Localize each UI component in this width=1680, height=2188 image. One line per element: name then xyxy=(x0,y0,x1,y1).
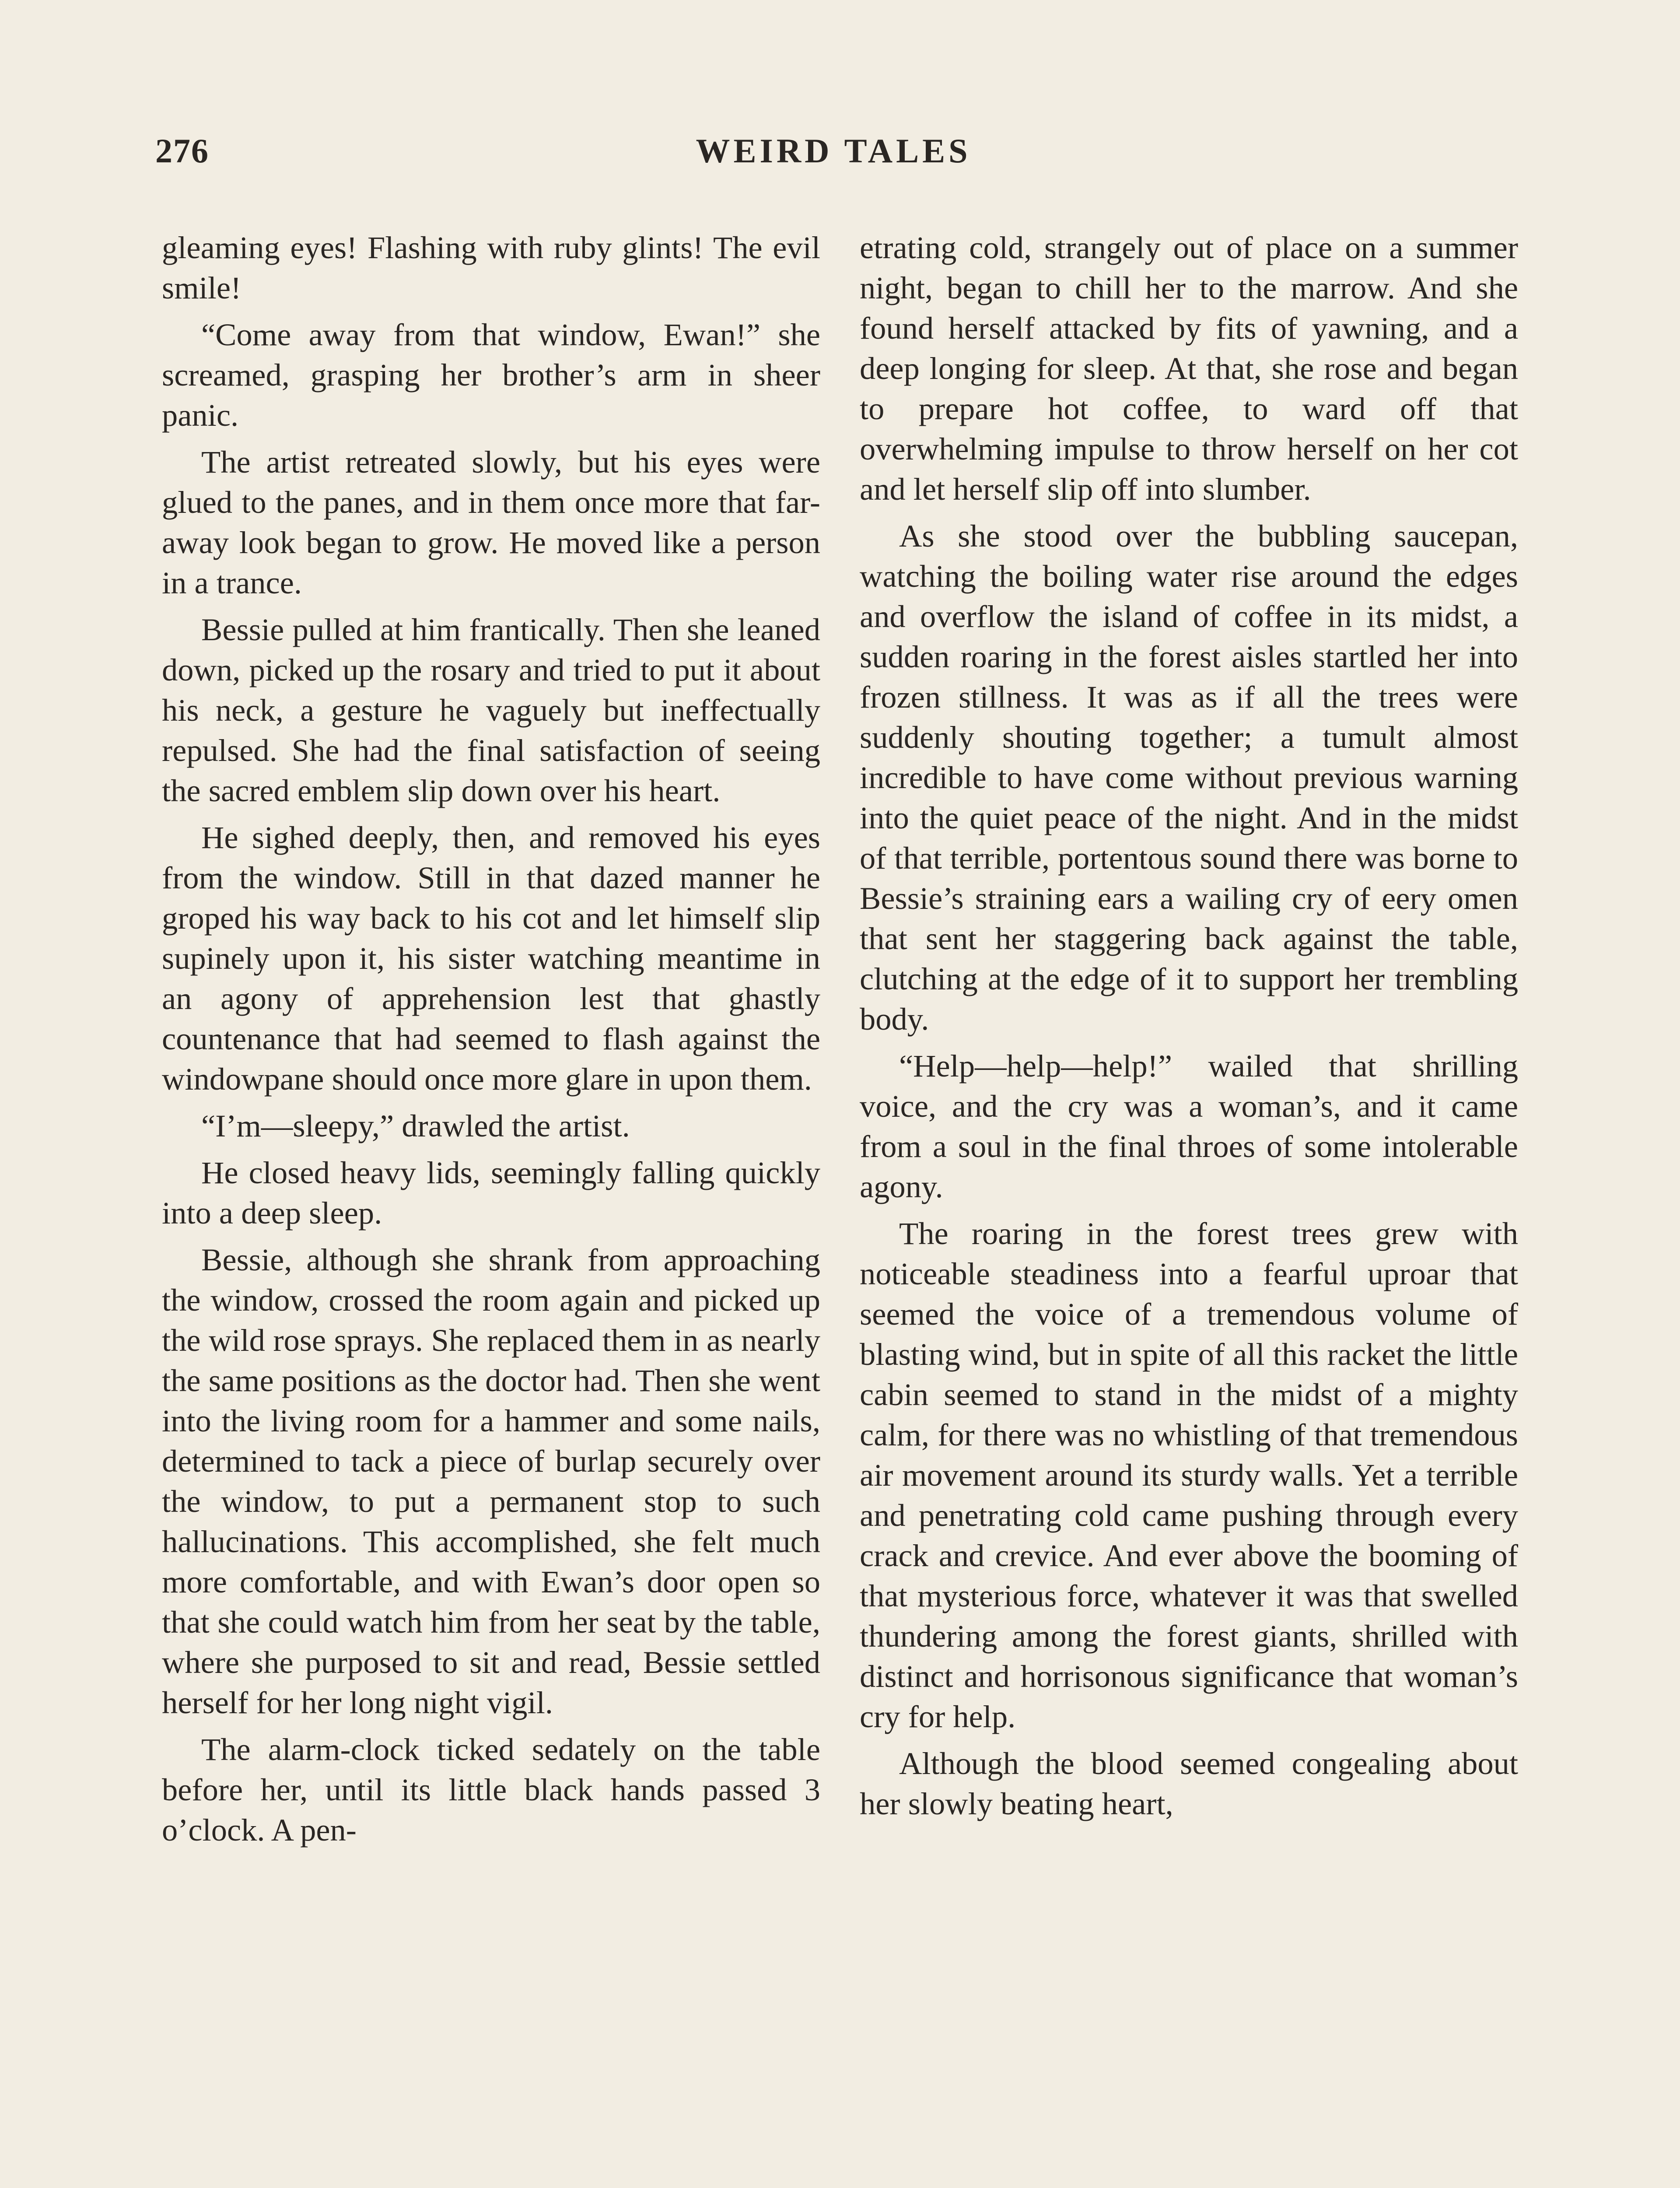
paragraph: As she stood over the bubbling saucepan, watching the boiling water rise around the edges and overflow the island of coffee in its midst, a sudden roaring in the forest aisles startled her into frozen stillness. It was as if all the trees were suddenly shouting together; a tumult almost incredible to have come without previous warning into the quiet peace of the night. And in the midst of that terrible, portentous sound there was borne to Bessie’s straining ears a wailing cry of eery omen that sent her staggering back against the table, clutching at the edge of it to support her trembling body. xyxy=(860,518,1518,1037)
paragraph: etrating cold, strangely out of place on a summer night, began to chill her to the marrow. And she found herself attacked by fits of yawning, and a deep longing for sleep. At that, she rose and began to prepare hot coffee, to ward off that overwhelming impulse to throw herself on her cot and let herself slip off into slumber. xyxy=(860,230,1518,507)
paragraph: Although the blood seemed congealing about her slowly beating heart, xyxy=(860,1746,1518,1821)
paragraph: Bessie, although she shrank from approaching the window, crossed the room again and picked up the wild rose sprays. She replaced them in as nearly the same positions as the doctor had. Then she went into the living room for a hammer and some nails, determined to tack a piece of burlap securely over the window, to put a permanent stop to such hallucinations. This accomplished, she felt much more comfortable, and with Ewan’s door open so that she could watch him from her seat by the table, where she purposed to sit and read, Bessie settled herself for her long night vigil. xyxy=(162,1242,820,1720)
paragraph: The roaring in the forest trees grew with noticeable steadiness into a fearful uproar that seemed the voice of a tremendous volume of blasting wind, but in spite of all this racket the little cabin seemed to stand in the midst of a mighty calm, for there was no whistling of that tremendous air movement around its sturdy walls. Yet a terrible and penetrating cold came pushing through every crack and crevice. And ever above the booming of that mysterious force, whatever it was that swelled thundering among the forest giants, shrilled with distinct and horrisonous significance that woman’s cry for help. xyxy=(860,1216,1518,1734)
page-header xyxy=(155,131,1512,179)
running-head: WEIRD TALES xyxy=(696,132,971,170)
paragraph: gleaming eyes! Flashing with ruby glints! The evil smile! xyxy=(162,230,820,305)
paragraph: “I’m—sleepy,” drawled the artist. xyxy=(201,1108,630,1143)
paragraph: “Come away from that window, Ewan!” she screamed, grasping her brother’s arm in sheer panic. xyxy=(162,317,820,433)
paragraph: The alarm-clock ticked sedately on the table before her, until its little black hands passed 3 o’clock. A pen- xyxy=(162,1732,820,1848)
right-column xyxy=(860,228,1518,1830)
paragraph: The artist retreated slowly, but his eyes were glued to the panes, and in them once more that far-away look began to grow. He moved like a person in a trance. xyxy=(162,444,820,600)
paragraph: “Help—help—help!” wailed that shrilling voice, and the cry was a woman’s, and it came from a soul in the final throes of some intolerable agony. xyxy=(860,1048,1518,1204)
paragraph: He sighed deeply, then, and removed his eyes from the window. Still in that dazed manner he groped his way back to his cot and let himself slip supinely upon it, his sister watching meantime in an agony of apprehension lest that ghastly countenance that had seemed to flash against the windowpane should once more glare in upon them. xyxy=(162,820,820,1097)
page-number: 276 xyxy=(155,132,209,170)
paragraph: He closed heavy lids, seemingly falling quickly into a deep sleep. xyxy=(162,1155,820,1231)
left-column xyxy=(162,228,820,1857)
paragraph: Bessie pulled at him frantically. Then she leaned down, picked up the rosary and tried to put it about his neck, a gesture he vaguely but ineffectually repulsed. She had the final satisfaction of seeing the sacred emblem slip down over his heart. xyxy=(162,612,820,808)
